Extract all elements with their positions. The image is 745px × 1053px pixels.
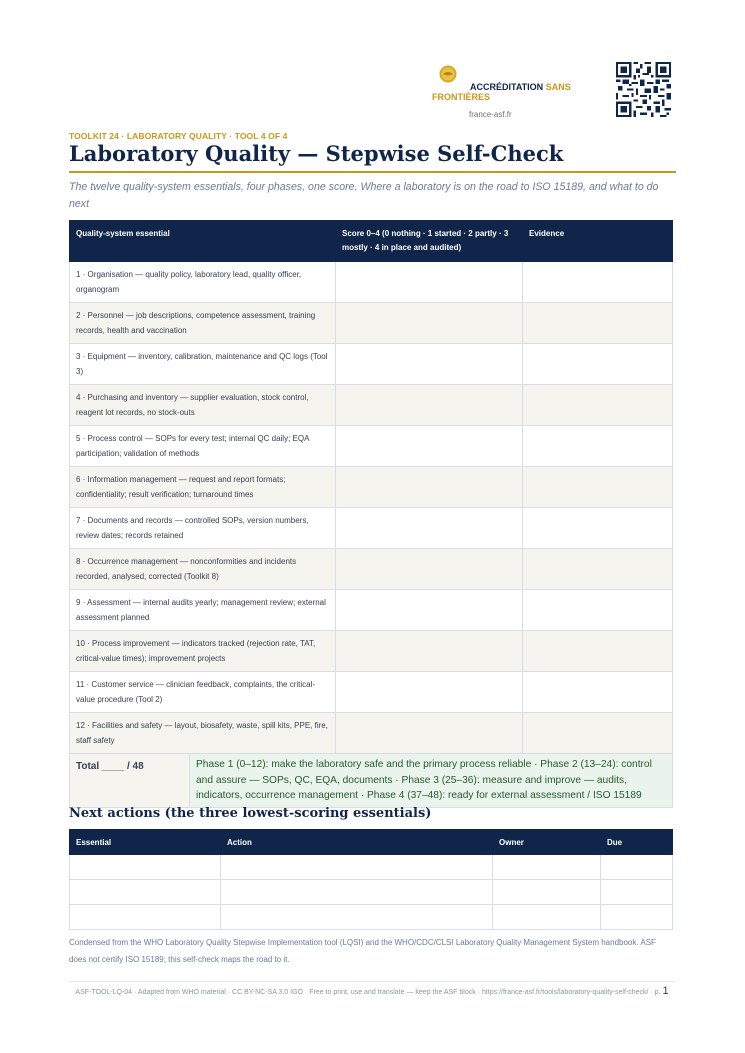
brand-name-part2: SANS [545, 82, 571, 92]
footer-text: ASF-TOOL-LQ-04 · Adapted from WHO material · CC BY-NC-SA 3.0 IGO · Free to print, use and translate — keep the ASF block · https://france-asf.fr/tools/laboratory-quality-self-check/ · p. [75, 989, 661, 996]
essential-input-cell[interactable] [70, 880, 221, 905]
table-row [70, 426, 673, 467]
phase-guide: Phase 1 (0–12): make the laboratory safe and the primary process reliable · Phase 2 (13–24): control and assure — SOPs, QC, EQA, documents · Phase 3 (25–36): measure and improve — audits, indicators, occurrence management · Phase 4 (37–48): ready for external assessment / ISO 15189 [190, 754, 673, 808]
table-row [70, 855, 673, 880]
evidence-input-cell[interactable] [523, 303, 673, 344]
brand-block [432, 64, 602, 124]
due-input-cell[interactable] [601, 905, 673, 930]
essential-cell: 12 · Facilities and safety — layout, biosafety, waste, spill kits, PPE, fire, staff safety [70, 713, 336, 754]
next-actions-table [69, 829, 673, 930]
score-input-cell[interactable] [336, 631, 523, 672]
evidence-input-cell[interactable] [523, 467, 673, 508]
score-input-cell[interactable] [336, 426, 523, 467]
table-row [70, 385, 673, 426]
due-input-cell[interactable] [601, 855, 673, 880]
column-header-due: Due [601, 830, 673, 855]
table-row [70, 631, 673, 672]
source-note: Condensed from the WHO Laboratory Quality Stepwise Implementation tool (LQSI) and the WHO/CDC/CLSI Laboratory Quality Management System handbook. ASF does not certify ISO 15189; this self-check maps the road to it. [69, 938, 656, 964]
evidence-input-cell[interactable] [523, 672, 673, 713]
seal-logo-icon [439, 65, 457, 83]
table-row [70, 905, 673, 930]
essential-cell: 8 · Occurrence management — nonconformities and incidents recorded, analysed, corrected (Toolkit 8) [70, 549, 336, 590]
table-row [70, 549, 673, 590]
essential-cell: 7 · Documents and records — controlled SOPs, version numbers, review dates; records retained [70, 508, 336, 549]
score-input-cell[interactable] [336, 713, 523, 754]
due-input-cell[interactable] [601, 880, 673, 905]
essential-input-cell[interactable] [70, 905, 221, 930]
column-header-score: Score 0–4 (0 nothing · 1 started · 2 partly · 3 mostly · 4 in place and audited) [336, 221, 523, 262]
essential-cell: 5 · Process control — SOPs for every test; internal QC daily; EQA participation; validation of methods [70, 426, 336, 467]
essential-cell: 11 · Customer service — clinician feedback, complaints, the critical-value procedure (Tool 2) [70, 672, 336, 713]
evidence-input-cell[interactable] [523, 426, 673, 467]
column-header-action: Action [221, 830, 493, 855]
page-subtitle: The twelve quality-system essentials, four phases, one score. Where a laboratory is on the road to ISO 15189, and what to do next [69, 181, 659, 210]
essential-cell: 3 · Equipment — inventory, calibration, maintenance and QC logs (Tool 3) [70, 344, 336, 385]
table-row [70, 262, 673, 303]
owner-input-cell[interactable] [493, 880, 601, 905]
owner-input-cell[interactable] [493, 855, 601, 880]
evidence-input-cell[interactable] [523, 344, 673, 385]
self-check-table [69, 220, 673, 808]
essential-cell: 1 · Organisation — quality policy, laboratory lead, quality officer, organogram [70, 262, 336, 303]
evidence-input-cell[interactable] [523, 262, 673, 303]
owner-input-cell[interactable] [493, 905, 601, 930]
essential-cell: 2 · Personnel — job descriptions, competence assessment, training records, health and vaccination [70, 303, 336, 344]
evidence-input-cell[interactable] [523, 549, 673, 590]
table-row [70, 672, 673, 713]
evidence-input-cell[interactable] [523, 385, 673, 426]
table-row [70, 344, 673, 385]
evidence-input-cell[interactable] [523, 508, 673, 549]
table-header-row [70, 221, 673, 262]
action-input-cell[interactable] [221, 905, 493, 930]
evidence-input-cell[interactable] [523, 713, 673, 754]
essential-cell: 4 · Purchasing and inventory — supplier evaluation, stock control, reagent lot records, no stock-outs [70, 385, 336, 426]
score-input-cell[interactable] [336, 508, 523, 549]
brand-name-part1: ACCRÉDITATION [470, 82, 544, 92]
evidence-input-cell[interactable] [523, 631, 673, 672]
page-number: 1 [662, 985, 669, 997]
column-header-owner: Owner [493, 830, 601, 855]
score-input-cell[interactable] [336, 344, 523, 385]
score-input-cell[interactable] [336, 385, 523, 426]
column-header-essential: Quality-system essential [70, 221, 336, 262]
column-header-essential: Essential [70, 830, 221, 855]
score-input-cell[interactable] [336, 303, 523, 344]
score-input-cell[interactable] [336, 672, 523, 713]
total-row [70, 754, 673, 808]
total-score-label[interactable]: Total ____ / 48 [70, 754, 190, 808]
table-row [70, 590, 673, 631]
score-input-cell[interactable] [336, 590, 523, 631]
score-input-cell[interactable] [336, 467, 523, 508]
brand-url[interactable]: france-asf.fr [469, 110, 512, 119]
title-rule [69, 171, 676, 173]
score-input-cell[interactable] [336, 549, 523, 590]
table-row [70, 303, 673, 344]
qr-code-icon [616, 62, 671, 117]
next-actions-heading: Next actions (the three lowest-scoring essentials) [69, 806, 432, 821]
next-actions-header-row [70, 830, 673, 855]
evidence-input-cell[interactable] [523, 590, 673, 631]
toolkit-kicker: TOOLKIT 24 · LABORATORY QUALITY · TOOL 4 OF 4 [69, 131, 288, 141]
table-row [70, 713, 673, 754]
brand-name-part3: FRONTIÈRES [432, 92, 491, 102]
score-input-cell[interactable] [336, 262, 523, 303]
footer-divider [69, 981, 675, 982]
action-input-cell[interactable] [221, 855, 493, 880]
essential-cell: 9 · Assessment — internal audits yearly; management review; external assessment planned [70, 590, 336, 631]
page-footer [69, 985, 675, 999]
column-header-evidence: Evidence [523, 221, 673, 262]
essential-input-cell[interactable] [70, 855, 221, 880]
table-row [70, 467, 673, 508]
table-row [70, 880, 673, 905]
page-title: Laboratory Quality — Stepwise Self-Check [69, 141, 564, 166]
essential-cell: 6 · Information management — request and report formats; confidentiality; result verification; turnaround times [70, 467, 336, 508]
brand-name [432, 82, 612, 102]
table-row [70, 508, 673, 549]
essential-cell: 10 · Process improvement — indicators tracked (rejection rate, TAT, critical-value times); improvement projects [70, 631, 336, 672]
action-input-cell[interactable] [221, 880, 493, 905]
